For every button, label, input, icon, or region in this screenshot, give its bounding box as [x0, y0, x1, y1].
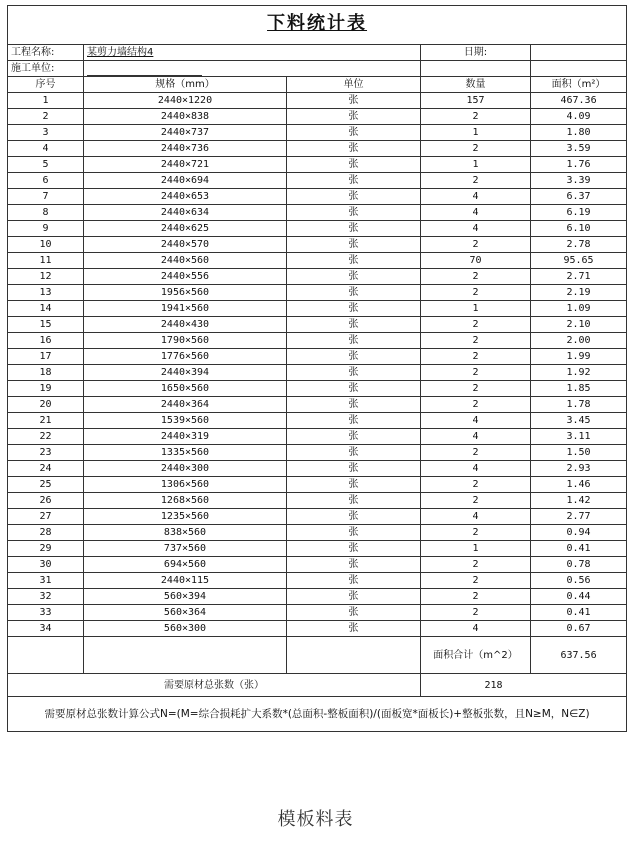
row-qty: 4 [421, 621, 531, 637]
row-index: 11 [8, 253, 84, 269]
row-index: 22 [8, 429, 84, 445]
table-row [8, 429, 627, 445]
row-unit: 张 [287, 397, 421, 413]
row-area: 2.77 [531, 509, 627, 525]
table-row [8, 141, 627, 157]
row-area: 6.19 [531, 205, 627, 221]
table-row [8, 269, 627, 285]
date-value [531, 45, 627, 61]
row-area: 3.39 [531, 173, 627, 189]
row-unit: 张 [287, 365, 421, 381]
row-index: 4 [8, 141, 84, 157]
row-area: 0.94 [531, 525, 627, 541]
table-row [8, 285, 627, 301]
row-spec: 2440×319 [84, 429, 287, 445]
row-qty: 2 [421, 365, 531, 381]
row-qty: 2 [421, 477, 531, 493]
row-index: 19 [8, 381, 84, 397]
row-spec: 2440×634 [84, 205, 287, 221]
table-row [8, 301, 627, 317]
row-unit: 张 [287, 269, 421, 285]
row-index: 12 [8, 269, 84, 285]
row-spec: 1335×560 [84, 445, 287, 461]
row-index: 27 [8, 509, 84, 525]
row-index: 21 [8, 413, 84, 429]
project-name-label: 工程名称: [8, 45, 84, 61]
row-area: 1.76 [531, 157, 627, 173]
row-area: 6.37 [531, 189, 627, 205]
row-area: 2.78 [531, 237, 627, 253]
table-row [8, 605, 627, 621]
sheet-total-label: 需要原材总张数（张） [8, 674, 421, 697]
row-qty: 157 [421, 93, 531, 109]
row-index: 2 [8, 109, 84, 125]
row-qty: 1 [421, 541, 531, 557]
row-index: 34 [8, 621, 84, 637]
builder-value [84, 61, 421, 77]
row-unit: 张 [287, 525, 421, 541]
row-area: 0.67 [531, 621, 627, 637]
table-row [8, 493, 627, 509]
row-spec: 2440×394 [84, 365, 287, 381]
row-spec: 838×560 [84, 525, 287, 541]
row-index: 3 [8, 125, 84, 141]
row-index: 9 [8, 221, 84, 237]
row-spec: 2440×736 [84, 141, 287, 157]
row-spec: 1956×560 [84, 285, 287, 301]
row-qty: 2 [421, 173, 531, 189]
row-area: 1.09 [531, 301, 627, 317]
row-unit: 张 [287, 509, 421, 525]
table-row [8, 253, 627, 269]
row-spec: 694×560 [84, 557, 287, 573]
project-name-value: 某剪力墙结构4 [84, 45, 421, 61]
row-index: 10 [8, 237, 84, 253]
table-row [8, 221, 627, 237]
row-area: 0.41 [531, 541, 627, 557]
row-index: 18 [8, 365, 84, 381]
row-qty: 4 [421, 221, 531, 237]
row-qty: 2 [421, 141, 531, 157]
row-unit: 张 [287, 173, 421, 189]
row-index: 26 [8, 493, 84, 509]
row-area: 1.85 [531, 381, 627, 397]
row-index: 30 [8, 557, 84, 573]
row-area: 2.93 [531, 461, 627, 477]
row-unit: 张 [287, 621, 421, 637]
row-index: 14 [8, 301, 84, 317]
sheet-total-value: 218 [421, 674, 627, 697]
row-index: 5 [8, 157, 84, 173]
row-index: 29 [8, 541, 84, 557]
row-index: 17 [8, 349, 84, 365]
row-unit: 张 [287, 333, 421, 349]
row-qty: 2 [421, 349, 531, 365]
row-spec: 560×364 [84, 605, 287, 621]
row-qty: 2 [421, 269, 531, 285]
row-area: 95.65 [531, 253, 627, 269]
row-spec: 560×300 [84, 621, 287, 637]
table-row [8, 157, 627, 173]
row-index: 32 [8, 589, 84, 605]
row-area: 4.09 [531, 109, 627, 125]
table-row [8, 541, 627, 557]
table-row [8, 557, 627, 573]
row-qty: 4 [421, 189, 531, 205]
row-index: 25 [8, 477, 84, 493]
row-qty: 4 [421, 509, 531, 525]
row-unit: 张 [287, 109, 421, 125]
row-unit: 张 [287, 461, 421, 477]
row-unit: 张 [287, 541, 421, 557]
row-unit: 张 [287, 573, 421, 589]
table-row [8, 237, 627, 253]
row-area: 6.10 [531, 221, 627, 237]
row-unit: 张 [287, 141, 421, 157]
row-unit: 张 [287, 445, 421, 461]
row-spec: 1941×560 [84, 301, 287, 317]
table-row [8, 413, 627, 429]
table-row [8, 477, 627, 493]
row-unit: 张 [287, 301, 421, 317]
table-row [8, 205, 627, 221]
row-unit: 张 [287, 317, 421, 333]
row-area: 3.59 [531, 141, 627, 157]
table-row [8, 189, 627, 205]
row-qty: 2 [421, 285, 531, 301]
row-qty: 70 [421, 253, 531, 269]
row-qty: 2 [421, 557, 531, 573]
row-spec: 2440×300 [84, 461, 287, 477]
row-unit: 张 [287, 237, 421, 253]
table-row [8, 573, 627, 589]
row-index: 15 [8, 317, 84, 333]
row-index: 20 [8, 397, 84, 413]
row-qty: 2 [421, 573, 531, 589]
table-row [8, 93, 627, 109]
table-row [8, 461, 627, 477]
row-qty: 2 [421, 493, 531, 509]
row-qty: 2 [421, 333, 531, 349]
area-total-label: 面积合计（m^2） [421, 637, 531, 674]
row-qty: 2 [421, 605, 531, 621]
row-area: 1.80 [531, 125, 627, 141]
row-area: 2.19 [531, 285, 627, 301]
row-spec: 1268×560 [84, 493, 287, 509]
row-area: 1.78 [531, 397, 627, 413]
header-index: 序号 [8, 77, 84, 93]
row-index: 13 [8, 285, 84, 301]
row-spec: 737×560 [84, 541, 287, 557]
row-unit: 张 [287, 189, 421, 205]
table-row [8, 589, 627, 605]
row-unit: 张 [287, 589, 421, 605]
row-area: 0.56 [531, 573, 627, 589]
row-index: 31 [8, 573, 84, 589]
row-index: 23 [8, 445, 84, 461]
row-area: 0.78 [531, 557, 627, 573]
table-row [8, 173, 627, 189]
header-spec: 规格（mm） [84, 77, 287, 93]
header-area: 面积（m²） [531, 77, 627, 93]
row-unit: 张 [287, 349, 421, 365]
sheet-total-row [8, 674, 627, 697]
figure-caption: 模板料表 [277, 809, 354, 830]
row-qty: 2 [421, 237, 531, 253]
row-spec: 2440×364 [84, 397, 287, 413]
row-unit: 张 [287, 93, 421, 109]
row-spec: 2440×625 [84, 221, 287, 237]
row-unit: 张 [287, 381, 421, 397]
formula-text: 需要原材总张数计算公式N=(M=综合损耗扩大系数*(总面积-整板面积)/(面板宽*面板长)+整板张数，且N≥M，N∈Z) [8, 697, 627, 732]
row-spec: 2440×570 [84, 237, 287, 253]
row-area: 1.99 [531, 349, 627, 365]
row-unit: 张 [287, 429, 421, 445]
row-spec: 2440×653 [84, 189, 287, 205]
row-area: 2.00 [531, 333, 627, 349]
table-row [8, 333, 627, 349]
row-spec: 2440×556 [84, 269, 287, 285]
row-unit: 张 [287, 557, 421, 573]
row-spec: 1776×560 [84, 349, 287, 365]
row-index: 33 [8, 605, 84, 621]
row-area: 1.50 [531, 445, 627, 461]
row-unit: 张 [287, 605, 421, 621]
row-spec: 1306×560 [84, 477, 287, 493]
row-area: 3.11 [531, 429, 627, 445]
row-qty: 2 [421, 445, 531, 461]
table-row [8, 365, 627, 381]
row-spec: 1650×560 [84, 381, 287, 397]
row-area: 2.71 [531, 269, 627, 285]
table-row [8, 109, 627, 125]
row-qty: 2 [421, 589, 531, 605]
row-area: 2.10 [531, 317, 627, 333]
area-total-value: 637.56 [531, 637, 627, 674]
row-qty: 1 [421, 125, 531, 141]
row-index: 24 [8, 461, 84, 477]
cutting-statistics-table [7, 5, 627, 732]
row-area: 1.42 [531, 493, 627, 509]
row-index: 16 [8, 333, 84, 349]
table-row [8, 317, 627, 333]
row-spec: 1790×560 [84, 333, 287, 349]
row-qty: 4 [421, 461, 531, 477]
table-row [8, 621, 627, 637]
row-spec: 2440×430 [84, 317, 287, 333]
row-area: 0.41 [531, 605, 627, 621]
row-spec: 1539×560 [84, 413, 287, 429]
row-index: 8 [8, 205, 84, 221]
row-unit: 张 [287, 205, 421, 221]
row-qty: 1 [421, 301, 531, 317]
row-qty: 2 [421, 397, 531, 413]
row-spec: 2440×737 [84, 125, 287, 141]
row-area: 467.36 [531, 93, 627, 109]
row-index: 6 [8, 173, 84, 189]
row-spec: 560×394 [84, 589, 287, 605]
row-spec: 2440×115 [84, 573, 287, 589]
row-qty: 2 [421, 317, 531, 333]
row-unit: 张 [287, 221, 421, 237]
material-sheet [7, 5, 626, 732]
row-area: 1.92 [531, 365, 627, 381]
table-row [8, 125, 627, 141]
date-label: 日期: [421, 45, 531, 61]
row-index: 7 [8, 189, 84, 205]
row-index: 28 [8, 525, 84, 541]
row-index: 1 [8, 93, 84, 109]
row-unit: 张 [287, 253, 421, 269]
table-row [8, 381, 627, 397]
table-header [8, 77, 627, 93]
row-qty: 4 [421, 205, 531, 221]
row-area: 0.44 [531, 589, 627, 605]
row-qty: 2 [421, 381, 531, 397]
row-unit: 张 [287, 477, 421, 493]
formula-row [8, 697, 627, 732]
row-spec: 2440×838 [84, 109, 287, 125]
row-unit: 张 [287, 493, 421, 509]
row-unit: 张 [287, 285, 421, 301]
table-row [8, 445, 627, 461]
row-spec: 2440×694 [84, 173, 287, 189]
row-spec: 2440×560 [84, 253, 287, 269]
row-unit: 张 [287, 413, 421, 429]
row-qty: 2 [421, 525, 531, 541]
row-spec: 2440×721 [84, 157, 287, 173]
row-qty: 1 [421, 157, 531, 173]
row-spec: 1235×560 [84, 509, 287, 525]
row-area: 3.45 [531, 413, 627, 429]
header-unit: 单位 [287, 77, 421, 93]
area-total-row [8, 637, 627, 674]
row-unit: 张 [287, 157, 421, 173]
builder-label: 施工单位: [8, 61, 84, 77]
row-area: 1.46 [531, 477, 627, 493]
header-qty: 数量 [421, 77, 531, 93]
row-qty: 2 [421, 109, 531, 125]
table-row [8, 525, 627, 541]
page-title: 下料统计表 [267, 13, 368, 34]
row-qty: 4 [421, 429, 531, 445]
table-row [8, 509, 627, 525]
table-row [8, 349, 627, 365]
table-row [8, 397, 627, 413]
row-qty: 4 [421, 413, 531, 429]
row-unit: 张 [287, 125, 421, 141]
row-spec: 2440×1220 [84, 93, 287, 109]
